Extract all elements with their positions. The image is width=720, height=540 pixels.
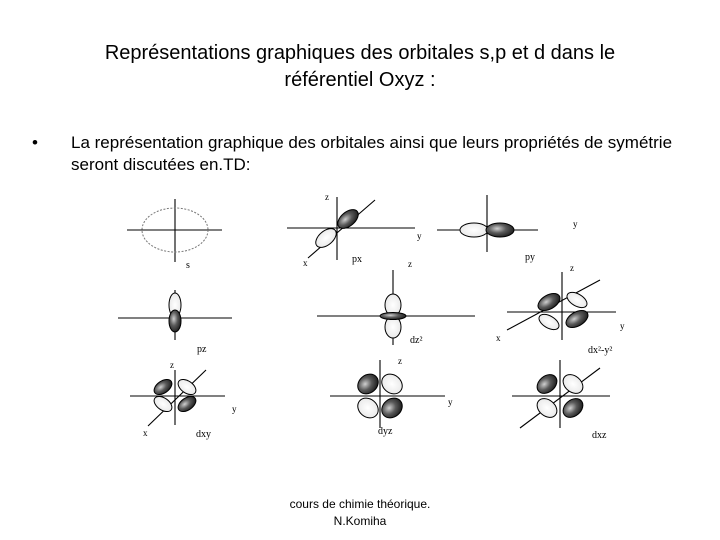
footer-line-1: cours de chimie théorique. <box>289 497 431 511</box>
orbital-dyz <box>330 356 453 437</box>
axis-z-dyz: z <box>398 356 402 366</box>
orbital-s <box>127 199 222 271</box>
label-py: py <box>525 252 535 263</box>
label-dx2y2: dx²-y² <box>588 345 613 356</box>
axis-y-dx2y2: y <box>620 321 625 331</box>
footer <box>260 496 460 530</box>
axis-x-px: x <box>303 258 308 268</box>
orbital-py <box>437 195 578 263</box>
bullet-dot: • <box>32 133 38 152</box>
title-line-2: référentiel Oxyz : <box>284 69 436 91</box>
axis-x-dx2y2: x <box>496 333 501 343</box>
axis-y-py: y <box>573 219 578 229</box>
orbital-pz <box>118 290 232 355</box>
axis-y-dyz: y <box>448 397 453 407</box>
bullet-text: La représentation graphique des orbitales ainsi que leurs propriétés de symétrie seront discutées en.TD: <box>71 133 673 174</box>
axis-z-dxy: z <box>170 360 174 370</box>
orbital-dz2 <box>317 259 475 346</box>
label-pz: pz <box>197 344 207 355</box>
orbital-dxy <box>130 360 237 440</box>
orbital-px <box>287 192 422 268</box>
label-dz2: dz² <box>410 335 423 346</box>
axis-x-dxy: x <box>143 428 148 438</box>
label-s: s <box>186 260 190 271</box>
label-px: px <box>352 254 362 265</box>
axis-y-dxy: y <box>232 404 237 414</box>
label-dxy: dxy <box>196 429 211 440</box>
axis-z-dx2y2: z <box>570 263 574 273</box>
label-dxz: dxz <box>592 430 607 441</box>
orbital-dxz <box>512 360 610 441</box>
axis-y-px: y <box>417 231 422 241</box>
title-line-1: Représentations graphiques des orbitales s,p et d dans le <box>104 42 616 64</box>
axis-z-px: z <box>325 192 329 202</box>
orbital-dx2-y2 <box>496 263 625 356</box>
axis-z-dz2: z <box>408 259 412 269</box>
label-dyz: dyz <box>378 426 393 437</box>
footer-author: N.Komiha <box>333 514 387 528</box>
